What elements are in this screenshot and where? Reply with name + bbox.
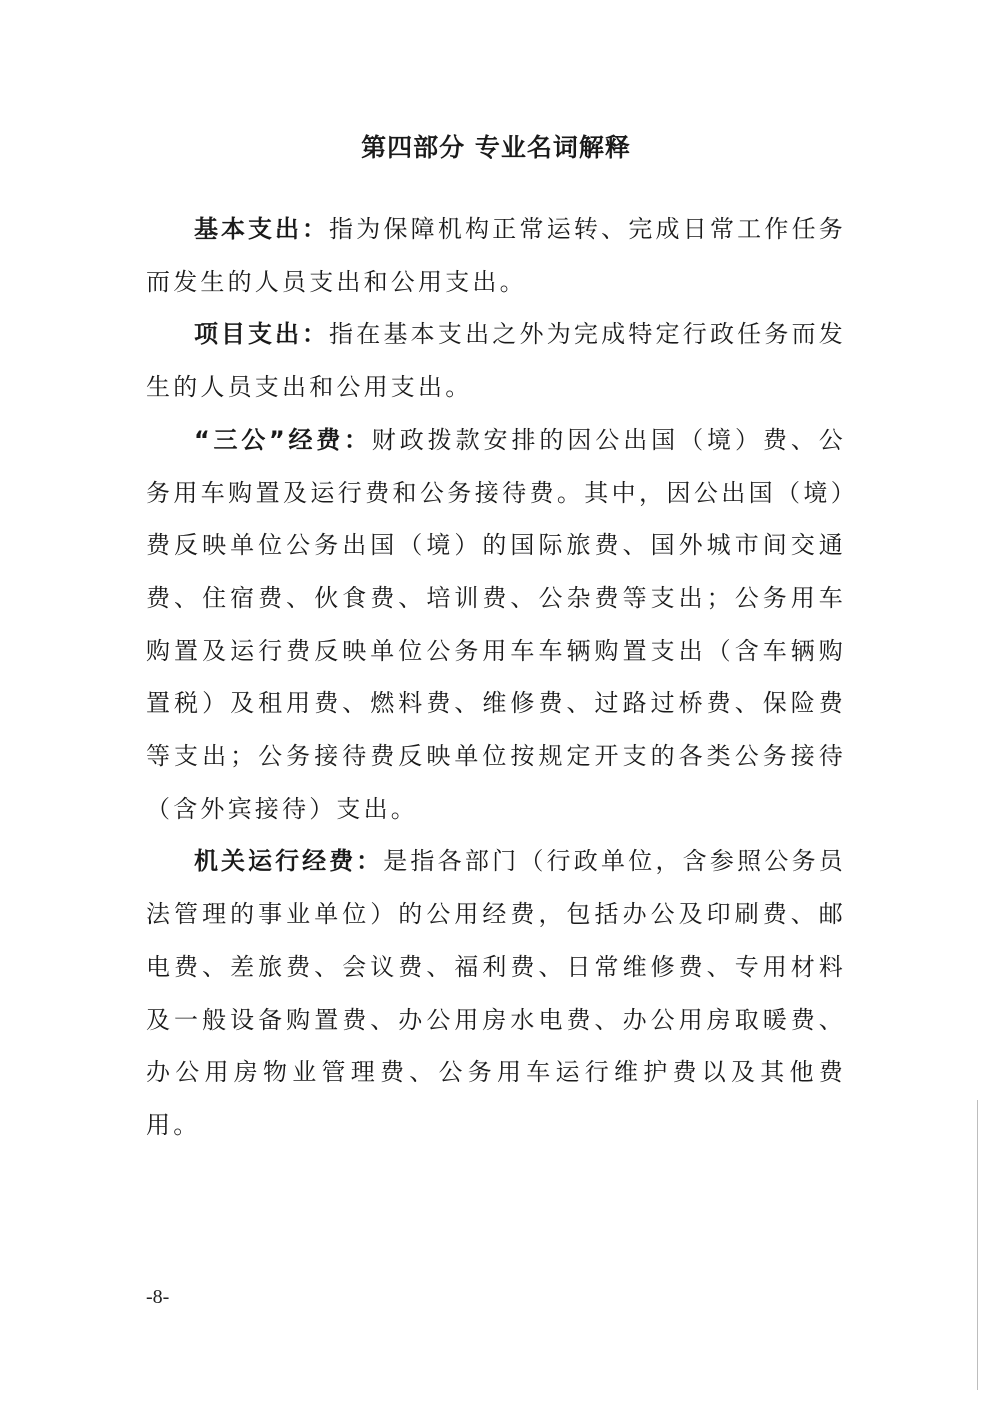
paragraph-operating-expenses bbox=[146, 835, 846, 1151]
definition-three-public-expenses: 财政拨款安排的因公出国（境）费、公务用车购置及运行费和公务接待费。其中，因公出国（境）费反映单位公务出国（境）的国际旅费、国外城市间交通费、住宿费、伙食费、培训费、公杂费等支出；公务用车购置及运行费反映单位公务用车车辆购置支出（含车辆购置税）及租用费、燃料费、维修费、过路过桥费、保险费等支出；公务接待费反映单位按规定开支的各类公务接待（含外宾接待）支出。 bbox=[146, 425, 847, 823]
term-operating-expenses: 机关运行经费： bbox=[194, 847, 384, 876]
definition-operating-expenses: 是指各部门（行政单位，含参照公务员法管理的事业单位）的公用经费，包括办公及印刷费、邮电费、差旅费、会议费、福利费、日常维修费、专用材料及一般设备购置费、办公用房水电费、办公用房取暖费、办公用房物业管理费、公务用车运行维护费以及其他费用。 bbox=[146, 847, 846, 1139]
paragraph-project-expenditure bbox=[146, 308, 846, 413]
definition-project-expenditure: 指在基本支出之外为完成特定行政任务而发生的人员支出和公用支出。 bbox=[146, 320, 846, 402]
page-title: 第四部分 专业名词解释 bbox=[361, 133, 631, 162]
document-body bbox=[146, 203, 846, 1152]
paragraph-three-public-expenses bbox=[146, 414, 846, 836]
term-project-expenditure: 项目支出： bbox=[194, 320, 330, 349]
term-basic-expenditure: 基本支出： bbox=[194, 215, 330, 243]
definition-basic-expenditure: 指为保障机构正常运转、完成日常工作任务而发生的人员支出和公用支出。 bbox=[146, 215, 846, 296]
term-three-public-expenses: “三公”经费： bbox=[194, 425, 372, 454]
page-number: -8- bbox=[146, 1286, 170, 1308]
scan-edge-line bbox=[977, 1100, 978, 1390]
paragraph-basic-expenditure bbox=[146, 203, 846, 308]
